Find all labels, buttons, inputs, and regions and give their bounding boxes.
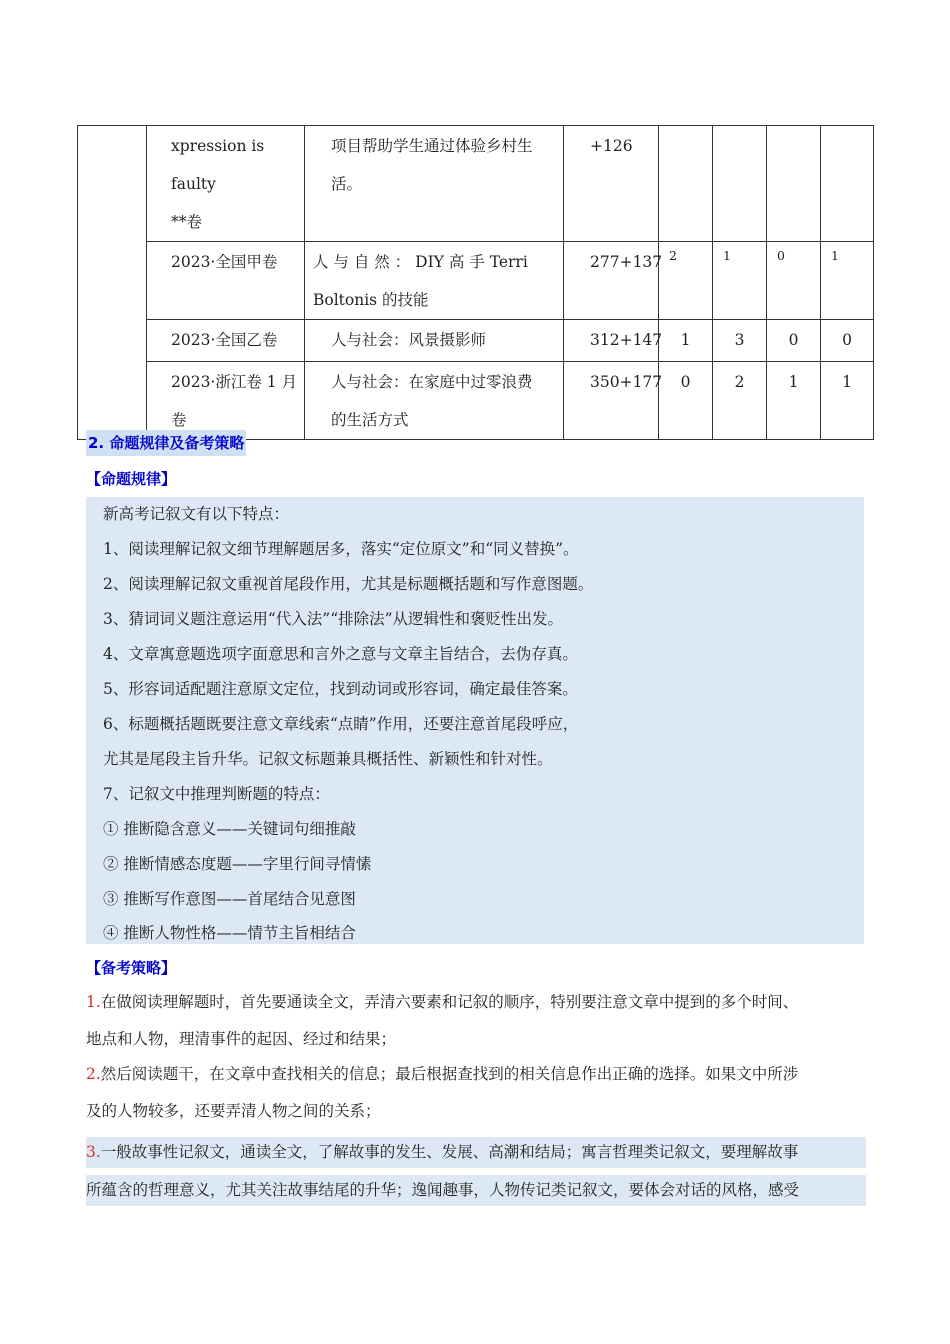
- table-row: [78, 126, 874, 242]
- count-cell: 1: [821, 242, 874, 320]
- count-cell: 1: [767, 362, 821, 440]
- rule-line: 4、文章寓意题选项字面意思和言外之意与文章主旨结合，去伪存真。: [103, 645, 578, 663]
- rule-line: 3、猜词词义题注意运用“代入法”“排除法”从逻辑性和褒贬性出发。: [103, 610, 564, 628]
- count-cell: [767, 126, 821, 242]
- rule-line: ③ 推断写作意图——首尾结合见意图: [103, 890, 356, 908]
- section-title: 2. 命题规律及备考策略: [86, 430, 246, 456]
- source-cell: 2023·全国甲卷: [147, 242, 305, 320]
- word-count-cell: 277+137: [564, 242, 659, 320]
- rule-line: 7、记叙文中推理判断题的特点：: [103, 785, 330, 803]
- count-cell: 1: [821, 362, 874, 440]
- strategy-item-2-line-1: 2.然后阅读题干，在文章中查找相关的信息；最后根据查找到的相关信息作出正确的选择。如果文中所涉: [86, 1065, 799, 1083]
- rule-line: 2、阅读理解记叙文重视首尾段作用，尤其是标题概括题和写作意图题。: [103, 575, 594, 593]
- source-cell: 2023·浙江卷 1 月 卷: [147, 362, 305, 440]
- table-row: [78, 320, 874, 362]
- strategy-heading: 【备考策略】: [86, 959, 177, 977]
- count-cell: 0: [767, 242, 821, 320]
- count-cell: 2: [713, 362, 767, 440]
- category-cell: [78, 126, 147, 440]
- count-cell: [821, 126, 874, 242]
- count-cell: 1: [713, 242, 767, 320]
- rule-line: 新高考记叙文有以下特点：: [103, 505, 290, 523]
- rule-line: ④ 推断人物性格——情节主旨相结合: [103, 924, 356, 942]
- word-count-cell: 350+177: [564, 362, 659, 440]
- table-row: [78, 242, 874, 320]
- strategy-item-2-line-2: 及的人物较多，还要弄清人物之间的关系；: [86, 1102, 381, 1120]
- strategy-item-1-line-2: 地点和人物，理清事件的起因、经过和结果；: [86, 1030, 397, 1048]
- count-cell: 2: [659, 242, 713, 320]
- strategy-item-3-line-2: 所蕴含的哲理意义，尤其关注故事结尾的升华；逸闻趣事，人物传记类记叙文，要体会对话的风格，感受: [86, 1175, 866, 1206]
- count-cell: 0: [659, 362, 713, 440]
- rule-line: ① 推断隐含意义——关键词句细推敲: [103, 820, 356, 838]
- rule-line: ② 推断情感态度题——字里行间寻情愫: [103, 855, 372, 873]
- word-count-cell: 312+147: [564, 320, 659, 362]
- exam-stats-table: [77, 125, 874, 440]
- count-cell: 0: [767, 320, 821, 362]
- strategy-item-3-line-1: 3.一般故事性记叙文，通读全文，了解故事的发生、发展、高潮和结局；寓言哲理类记叙文，要理解故事: [86, 1137, 866, 1168]
- topic-cell: 人与社会：在家庭中过零浪费 的生活方式: [305, 362, 564, 440]
- count-cell: 0: [821, 320, 874, 362]
- rules-box: [86, 497, 864, 944]
- rule-line: 1、阅读理解记叙文细节理解题居多，落实“定位原文”和“同义替换”。: [103, 540, 579, 558]
- rule-line: 尤其是尾段主旨升华。记叙文标题兼具概括性、新颖性和针对性。: [103, 750, 553, 768]
- rules-heading: 【命题规律】: [86, 470, 177, 488]
- rule-line: 6、标题概括题既要注意文章线索“点睛”作用，还要注意首尾段呼应，: [103, 715, 579, 733]
- topic-cell: 项目帮助学生通过体验乡村生 活。: [305, 126, 564, 242]
- source-cell: 2023·全国乙卷: [147, 320, 305, 362]
- topic-cell: 人 与 自 然 ： DIY 高 手 Terri Boltonis 的技能: [305, 242, 564, 320]
- count-cell: [713, 126, 767, 242]
- strategy-item-1-line-1: 1.在做阅读理解题时，首先要通读全文，弄清六要素和记叙的顺序，特别要注意文章中提到的多个时间、: [86, 993, 799, 1011]
- rule-line: 5、形容词适配题注意原文定位，找到动词或形容词，确定最佳答案。: [103, 680, 578, 698]
- table-row: [78, 362, 874, 440]
- topic-cell: 人与社会：风景摄影师: [305, 320, 564, 362]
- count-cell: 3: [713, 320, 767, 362]
- word-count-cell: +126: [564, 126, 659, 242]
- count-cell: [659, 126, 713, 242]
- count-cell: 1: [659, 320, 713, 362]
- source-cell: xpression is faulty **卷: [147, 126, 305, 242]
